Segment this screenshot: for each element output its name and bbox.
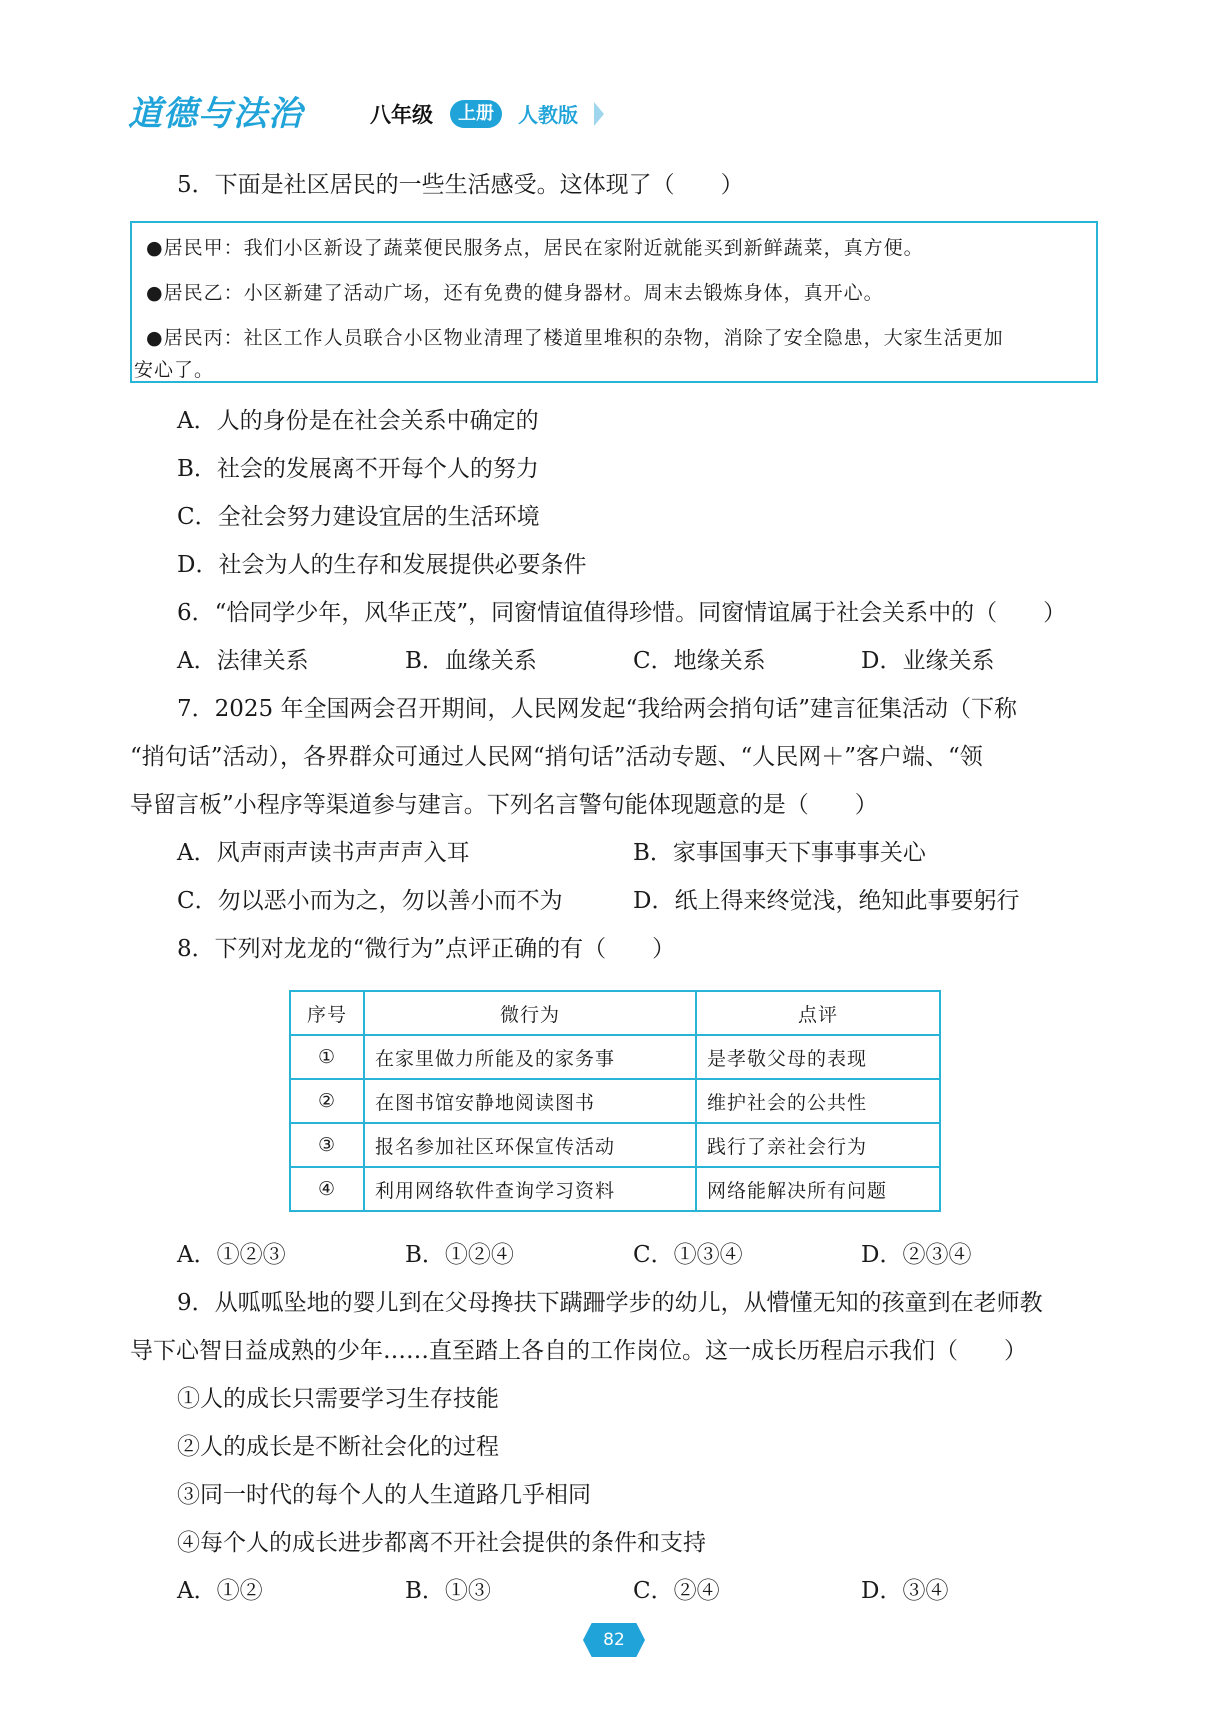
- question-5-option-c[interactable]: C．全社会努力建设宜居的生活环境: [177, 504, 540, 530]
- table-cell: ④: [290, 1167, 364, 1211]
- question-8-option-a[interactable]: A．①②③: [177, 1242, 286, 1268]
- question-5-stem: 5．下面是社区居民的一些生活感受。这体现了（ ）: [177, 172, 744, 198]
- question-5-option-d[interactable]: D．社会为人的生存和发展提供必要条件: [177, 552, 587, 578]
- question-9-stem-line: 导下心智日益成熟的少年……直至踏上各自的工作岗位。这一成长历程启示我们（ ）: [130, 1338, 1027, 1364]
- question-6-stem: 6．“恰同学少年，风华正茂”，同窗情谊值得珍惜。同窗情谊属于社会关系中的（ ）: [177, 600, 1067, 626]
- grade-label: 八年级: [370, 103, 433, 127]
- question-7-option-a[interactable]: A．风声雨声读书声声声入耳: [177, 840, 470, 866]
- question-7-option-b[interactable]: B．家事国事天下事事事关心: [633, 840, 926, 866]
- question-6-option-d[interactable]: D．业缘关系: [861, 648, 995, 674]
- question-8-stem: 8．下列对龙龙的“微行为”点评正确的有（ ）: [177, 936, 676, 962]
- question-8-option-b[interactable]: B．①②④: [405, 1242, 514, 1268]
- question-5-material-box: [130, 221, 1098, 383]
- table-header-cell: 点评: [696, 991, 940, 1035]
- table-row: [290, 1123, 940, 1167]
- table-cell: 是孝敬父母的表现: [696, 1035, 940, 1079]
- material-line: ●居民乙：小区新建了活动广场，还有免费的健身器材。周末去锻炼身体，真开心。: [146, 282, 884, 304]
- material-line: ●居民丙：社区工作人员联合小区物业清理了楼道里堆积的杂物，消除了安全隐患，大家生活更加: [146, 327, 1004, 349]
- question-9-statement: ④每个人的成长进步都离不开社会提供的条件和支持: [177, 1530, 706, 1556]
- question-9-option-a[interactable]: A．①②: [177, 1578, 263, 1604]
- question-9-statement: ①人的成长只需要学习生存技能: [177, 1386, 499, 1412]
- table-cell: 践行了亲社会行为: [696, 1123, 940, 1167]
- question-9-option-c[interactable]: C．②④: [633, 1578, 720, 1604]
- table-row: [290, 1079, 940, 1123]
- edition-label: 人教版: [518, 103, 578, 127]
- table-row: [290, 1167, 940, 1211]
- question-7-option-c[interactable]: C．勿以恶小而为之，勿以善小而不为: [177, 888, 563, 914]
- table-cell: 在图书馆安静地阅读图书: [364, 1079, 696, 1123]
- question-9-option-b[interactable]: B．①③: [405, 1578, 491, 1604]
- table-cell: ①: [290, 1035, 364, 1079]
- table-header-row: [290, 991, 940, 1035]
- question-9-option-d[interactable]: D．③④: [861, 1578, 949, 1604]
- question-7-option-d[interactable]: D．纸上得来终觉浅，绝知此事要躬行: [633, 888, 1020, 914]
- table-cell: ②: [290, 1079, 364, 1123]
- table-cell: ③: [290, 1123, 364, 1167]
- question-5-option-a[interactable]: A．人的身份是在社会关系中确定的: [177, 408, 539, 434]
- volume-badge: 上册: [450, 100, 502, 128]
- question-6-option-c[interactable]: C．地缘关系: [633, 648, 766, 674]
- table-header-cell: 微行为: [364, 991, 696, 1035]
- table-cell: 在家里做力所能及的家务事: [364, 1035, 696, 1079]
- question-6-option-a[interactable]: A．法律关系: [177, 648, 309, 674]
- question-7-stem-line: 导留言板”小程序等渠道参与建言。下列名言警句能体现题意的是（ ）: [130, 792, 878, 818]
- question-8-option-d[interactable]: D．②③④: [861, 1242, 972, 1268]
- table-row: [290, 1035, 940, 1079]
- question-8-table: [289, 990, 941, 1212]
- page-number: 82: [603, 1630, 625, 1650]
- table-cell: 报名参加社区环保宣传活动: [364, 1123, 696, 1167]
- material-line: 安心了。: [134, 359, 215, 381]
- question-9-statement: ③同一时代的每个人的人生道路几乎相同: [177, 1482, 591, 1508]
- question-5-option-b[interactable]: B．社会的发展离不开每个人的努力: [177, 456, 539, 482]
- question-9-statement: ②人的成长是不断社会化的过程: [177, 1434, 499, 1460]
- page-number-badge: [583, 1623, 645, 1657]
- table-cell: 利用网络软件查询学习资料: [364, 1167, 696, 1211]
- question-9-stem-line: 9．从呱呱坠地的婴儿到在父母搀扶下蹒跚学步的幼儿，从懵懂无知的孩童到在老师教: [177, 1290, 1043, 1316]
- material-line: ●居民甲：我们小区新设了蔬菜便民服务点，居民在家附近就能买到新鲜蔬菜，真方便。: [146, 237, 924, 259]
- table-cell: 网络能解决所有问题: [696, 1167, 940, 1211]
- table-cell: 维护社会的公共性: [696, 1079, 940, 1123]
- question-8-option-c[interactable]: C．①③④: [633, 1242, 743, 1268]
- chevron-right-icon: [594, 102, 604, 126]
- question-7-stem-line: 7．2025 年全国两会召开期间，人民网发起“我给两会捎句话”建言征集活动（下称: [177, 696, 1017, 722]
- subject-title: 道德与法治: [128, 94, 303, 134]
- question-6-option-b[interactable]: B．血缘关系: [405, 648, 537, 674]
- table-header-cell: 序号: [290, 991, 364, 1035]
- question-7-stem-line: “捎句话”活动），各界群众可通过人民网“捎句话”活动专题、“人民网＋”客户端、“领: [130, 744, 983, 770]
